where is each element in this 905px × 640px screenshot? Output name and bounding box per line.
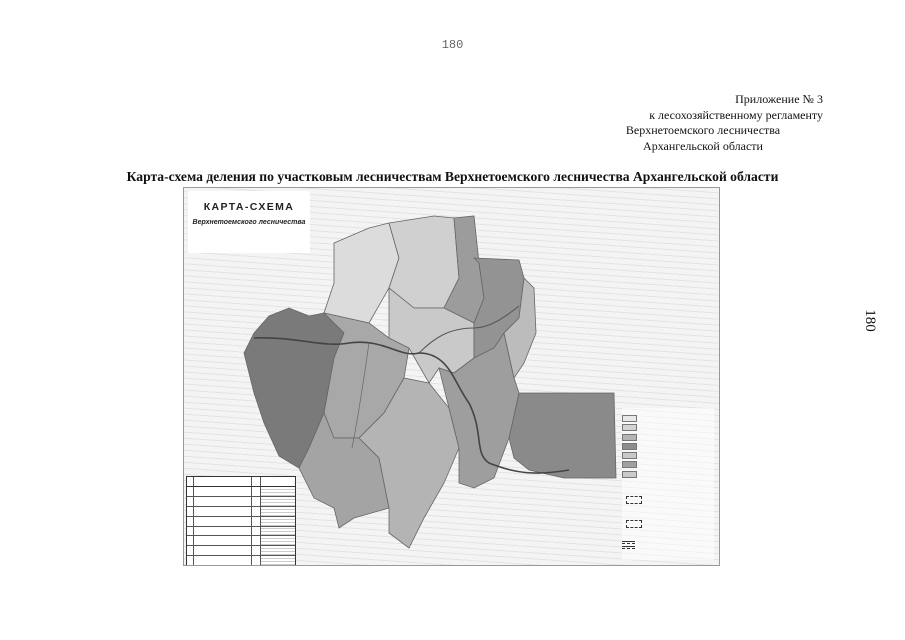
legend-heading — [622, 408, 714, 413]
legend-swatches — [622, 415, 714, 478]
legend-swatch — [622, 452, 637, 459]
table-row — [187, 507, 295, 517]
table-row — [187, 517, 295, 527]
district-d1 — [324, 223, 399, 323]
header-forestry: Верхнетоемского лесничества — [192, 219, 306, 227]
appendix-line-2: к лесохозяйственному регламенту — [649, 107, 823, 122]
district-d10 — [509, 393, 616, 478]
legend-swatch — [622, 434, 637, 441]
legend-subdistrict-heading — [622, 512, 714, 517]
district-d2 — [389, 216, 459, 308]
legend-road-2 — [622, 543, 714, 544]
table-row — [187, 546, 295, 556]
appendix-line-4: Архангельской области — [643, 138, 763, 153]
legend-row — [622, 461, 714, 468]
legend-swatch — [622, 415, 637, 422]
legend-swatch — [622, 424, 637, 431]
map-header — [188, 191, 310, 253]
appendix-note — [563, 92, 823, 154]
header-fineprint-2 — [188, 195, 310, 199]
table-row — [187, 556, 295, 565]
page-number-side: 180 — [861, 309, 878, 332]
legend-row — [622, 434, 714, 441]
legend-road-3 — [622, 546, 714, 547]
legend-boundary-heading — [622, 488, 714, 493]
legend-swatch — [622, 461, 637, 468]
table-row — [187, 536, 295, 546]
page-number-top: 180 — [441, 38, 464, 52]
header-title: КАРТА-СХЕМА — [203, 201, 295, 214]
legend-row — [622, 415, 714, 422]
legend-row — [622, 424, 714, 431]
appendix-line-1: Приложение № 3 — [735, 92, 823, 106]
forestry-map — [183, 187, 720, 566]
legend-road-4 — [622, 548, 714, 549]
district-table — [186, 476, 296, 566]
legend-row — [622, 471, 714, 478]
header-scale — [188, 231, 310, 235]
map-legend — [622, 408, 714, 560]
table-row — [187, 527, 295, 537]
table-header — [187, 477, 295, 487]
appendix-line-3: Верхнетоемского лесничества — [625, 123, 781, 137]
legend-boundary-symbol — [626, 496, 642, 504]
table-row — [187, 487, 295, 497]
legend-row — [622, 443, 714, 450]
legend-subdistrict-symbol — [626, 520, 642, 528]
legend-swatch — [622, 471, 637, 478]
legend-row — [622, 452, 714, 459]
legend-road-1 — [622, 541, 714, 542]
legend-swatch — [622, 443, 637, 450]
map-title: Карта-схема деления по участковым лесничествам Верхнетоемского лесничества Архангельской области — [126, 169, 779, 184]
table-row — [187, 497, 295, 507]
